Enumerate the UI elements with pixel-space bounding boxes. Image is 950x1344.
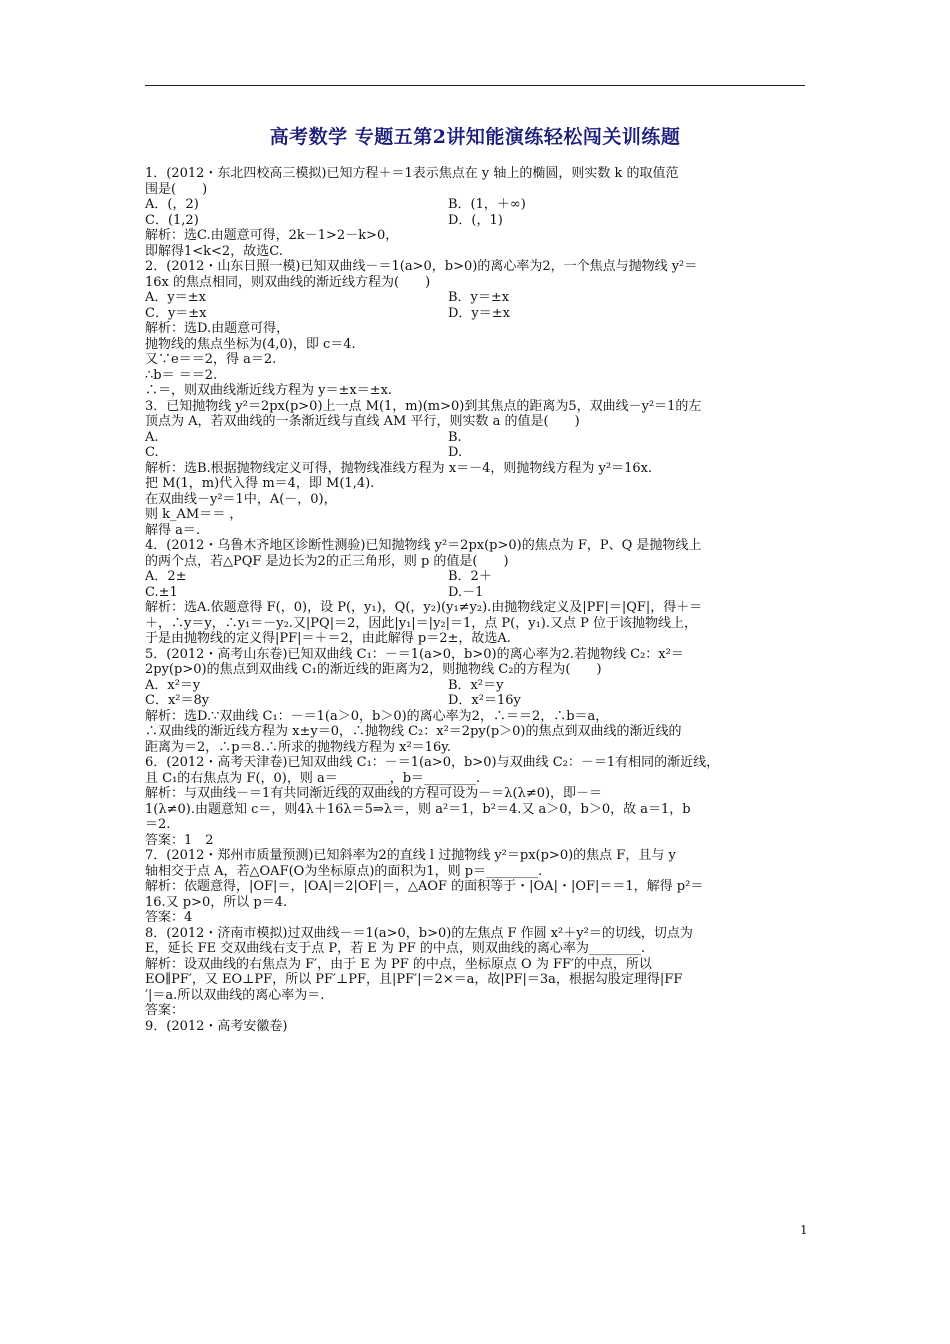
option-row bbox=[145, 197, 810, 213]
text-line: 围是( ) bbox=[145, 181, 208, 197]
text-line: 16.又 p>0，所以 p＝4. bbox=[145, 894, 288, 910]
text-line: 解析：选D.∵双曲线 C₁：－＝1(a＞0，b＞0)的离心率为2，∴＝＝2，∴b＝a， bbox=[145, 708, 609, 724]
text-line: 轴相交于点 A，若△OAF(O为坐标原点)的面积为1，则 p＝________. bbox=[145, 863, 543, 879]
text-line: ＝2. bbox=[145, 817, 171, 832]
option-row bbox=[145, 569, 810, 585]
text-line: 6．(2012・高考天津卷)已知双曲线 C₁：－＝1(a>0，b>0)与双曲线 C₂：－＝1有相同的渐近线， bbox=[145, 755, 720, 770]
text-line: ∴b＝ ＝＝2. bbox=[145, 367, 218, 383]
text-line: ∴＝，则双曲线渐近线方程为 y＝±x＝±x. bbox=[145, 383, 393, 398]
text-line: 又∵e＝＝2，得 a＝2. bbox=[145, 352, 277, 367]
option-text: A. bbox=[145, 429, 159, 445]
text-line: 4．(2012・乌鲁木齐地区诊断性测验)已知抛物线 y²＝2px(p>0)的焦点为 F，P、Q 是抛物线上 bbox=[145, 538, 702, 553]
page-number: 1 bbox=[800, 1223, 808, 1237]
option-text: A．x²＝y bbox=[145, 677, 201, 693]
option-text: B．x²＝y bbox=[448, 677, 504, 693]
option-row bbox=[145, 430, 810, 446]
option-row bbox=[145, 213, 810, 229]
text-line: 3．已知抛物线 y²＝2px(p>0)上一点 M(1，m)(m>0)到其焦点的距离为5，双曲线－y²＝1的左 bbox=[145, 398, 702, 414]
text-line: 5．(2012・高考山东卷)已知双曲线 C₁：－＝1(a>0，b>0)的离心率为2.若抛物线 C₂：x²＝ bbox=[145, 646, 684, 662]
option-text: C．y＝±x bbox=[145, 305, 207, 321]
option-text: C．x²＝8y bbox=[145, 693, 210, 708]
option-text: B．(1，＋∞) bbox=[448, 197, 526, 212]
text-line: 2．(2012・山东日照一模)已知双曲线－＝1(a>0，b>0)的离心率为2，一个焦点与抛物线 y²＝ bbox=[145, 259, 698, 274]
text-line: ∴双曲线的渐近线方程为 x±y＝0，∴抛物线 C₂：x²＝2py(p＞0)的焦点到双曲线的渐近线的 bbox=[145, 724, 682, 739]
text-line: 答案：4 bbox=[145, 910, 193, 925]
option-text: D．(，1) bbox=[448, 212, 503, 228]
text-line: 解析：依题意得，|OF|＝，|OA|＝2|OF|＝，△AOF 的面积等于・|OA|・|OF|＝＝1，解得 p²＝ bbox=[145, 879, 704, 894]
text-line: ′|＝a.所以双曲线的离心率为＝. bbox=[145, 987, 325, 1003]
text-line: 的两个点，若△PQF 是边长为2的正三角形，则 p 的值是( ) bbox=[145, 553, 509, 569]
text-line: 解析：选B.根据抛物线定义可得，抛物线准线方程为 x＝－4，则抛物线方程为 y²＝16x. bbox=[145, 460, 653, 476]
top-rule bbox=[145, 85, 805, 86]
option-text: C.±1 bbox=[145, 584, 178, 600]
text-line: E，延长 FE 交双曲线右支于点 P，若 E 为 PF 的中点，则双曲线的离心率为________. bbox=[145, 941, 646, 956]
option-row bbox=[145, 306, 810, 322]
option-text: D. bbox=[448, 445, 463, 460]
text-line: 顶点为 A，若双曲线的一条渐近线与直线 AM 平行，则实数 a 的值是( ) bbox=[145, 414, 580, 429]
option-text: D.－1 bbox=[448, 584, 484, 600]
text-line: 8．(2012・济南市模拟)过双曲线－＝1(a>0，b>0)的左焦点 F 作圆 x²＋y²＝的切线，切点为 bbox=[145, 925, 693, 941]
text-line: 解析：选C.由题意可得，2k－1>2－k>0， bbox=[145, 228, 399, 243]
text-line: 解析：设双曲线的右焦点为 F′，由于 E 为 PF 的中点，坐标原点 O 为 FF′的中点，所以 bbox=[145, 956, 652, 972]
option-text: A．y＝±x bbox=[145, 290, 206, 305]
text-line: 1．(2012・东北四校高三模拟)已知方程＋＝1表示焦点在 y 轴上的椭圆，则实数 k 的取值范 bbox=[145, 166, 679, 181]
text-line: 9．(2012・高考安徽卷) bbox=[145, 1018, 288, 1034]
option-text: D．y＝±x bbox=[448, 305, 510, 321]
text-line: 解得 a＝. bbox=[145, 522, 201, 538]
option-text: D．x²＝16y bbox=[448, 693, 521, 708]
text-line: 则 k_AM＝＝ ， bbox=[145, 507, 243, 522]
document-body bbox=[145, 166, 810, 1034]
page-title: 高考数学 专题五第2讲知能演练轻松闯关训练题 bbox=[269, 126, 681, 148]
text-line: 抛物线的焦点坐标为(4,0)，即 c＝4. bbox=[145, 336, 356, 352]
text-line: ＋，∴y＝y，∴y₁＝－y₂.又|PQ|＝2，因此|y₁|＝|y₂|＝1，点 P(，y₁).又点 P 位于该抛物线上， bbox=[145, 615, 697, 631]
text-line: 在双曲线－y²＝1中，A(－，0)， bbox=[145, 491, 337, 507]
text-line: 即解得1<k<2，故选C. bbox=[145, 243, 283, 259]
text-line: 把 M(1，m)代入得 m＝4，即 M(1,4). bbox=[145, 476, 375, 491]
option-text: A．(，2) bbox=[145, 197, 199, 212]
option-row bbox=[145, 445, 810, 461]
option-row bbox=[145, 585, 810, 601]
text-line: EO∥PF′，又 EO⊥PF，所以 PF′⊥PF，且|PF′|＝2×＝a，故|PF|＝3a，根据勾股定理得|FF bbox=[145, 972, 683, 987]
option-text: C．(1,2) bbox=[145, 212, 199, 228]
text-line: 16x 的焦点相同，则双曲线的渐近线方程为( ) bbox=[145, 274, 431, 290]
text-line: 解析：与双曲线－＝1有共同渐近线的双曲线的方程可设为－＝λ(λ≠0)，即－＝ bbox=[145, 786, 603, 801]
option-text: B. bbox=[448, 429, 462, 445]
text-line: 于是由抛物线的定义得|PF|＝＋＝2，由此解得 p＝2±，故选A. bbox=[145, 631, 511, 646]
text-line: 答案： bbox=[145, 1003, 185, 1018]
option-row bbox=[145, 290, 810, 306]
option-text: B．y＝±x bbox=[448, 290, 510, 305]
text-line: 解析：选A.依题意得 F(，0)，设 P(，y₁)，Q(，y₂)(y₁≠y₂).由抛物线定义及|PF|＝|QF|，得＋＝ bbox=[145, 600, 703, 615]
option-text: C. bbox=[145, 445, 159, 460]
text-line: 7．(2012・郑州市质量预测)已知斜率为2的直线 l 过抛物线 y²＝px(p>0)的焦点 F，且与 y bbox=[145, 848, 676, 863]
option-text: A．2± bbox=[145, 569, 187, 584]
text-line: 且 C₁的右焦点为 F(，0)，则 a＝________，b＝________. bbox=[145, 770, 481, 786]
text-line: 解析：选D.由题意可得， bbox=[145, 321, 290, 336]
option-row bbox=[145, 693, 810, 709]
text-line: 2py(p>0)的焦点到双曲线 C₁的渐近线的距离为2，则抛物线 C₂的方程为( ) bbox=[145, 662, 602, 677]
option-row bbox=[145, 678, 810, 694]
text-line: 1(λ≠0).由题意知 c＝，则4λ＋16λ＝5⇒λ＝，则 a²＝1，b²＝4.又 a＞0，b＞0，故 a＝1，b bbox=[145, 801, 691, 817]
option-text: B．2＋ bbox=[448, 569, 492, 584]
text-line: 答案：1 2 bbox=[145, 832, 214, 848]
text-line: 距离为＝2，∴p＝8.∴所求的抛物线方程为 x²＝16y. bbox=[145, 739, 451, 755]
